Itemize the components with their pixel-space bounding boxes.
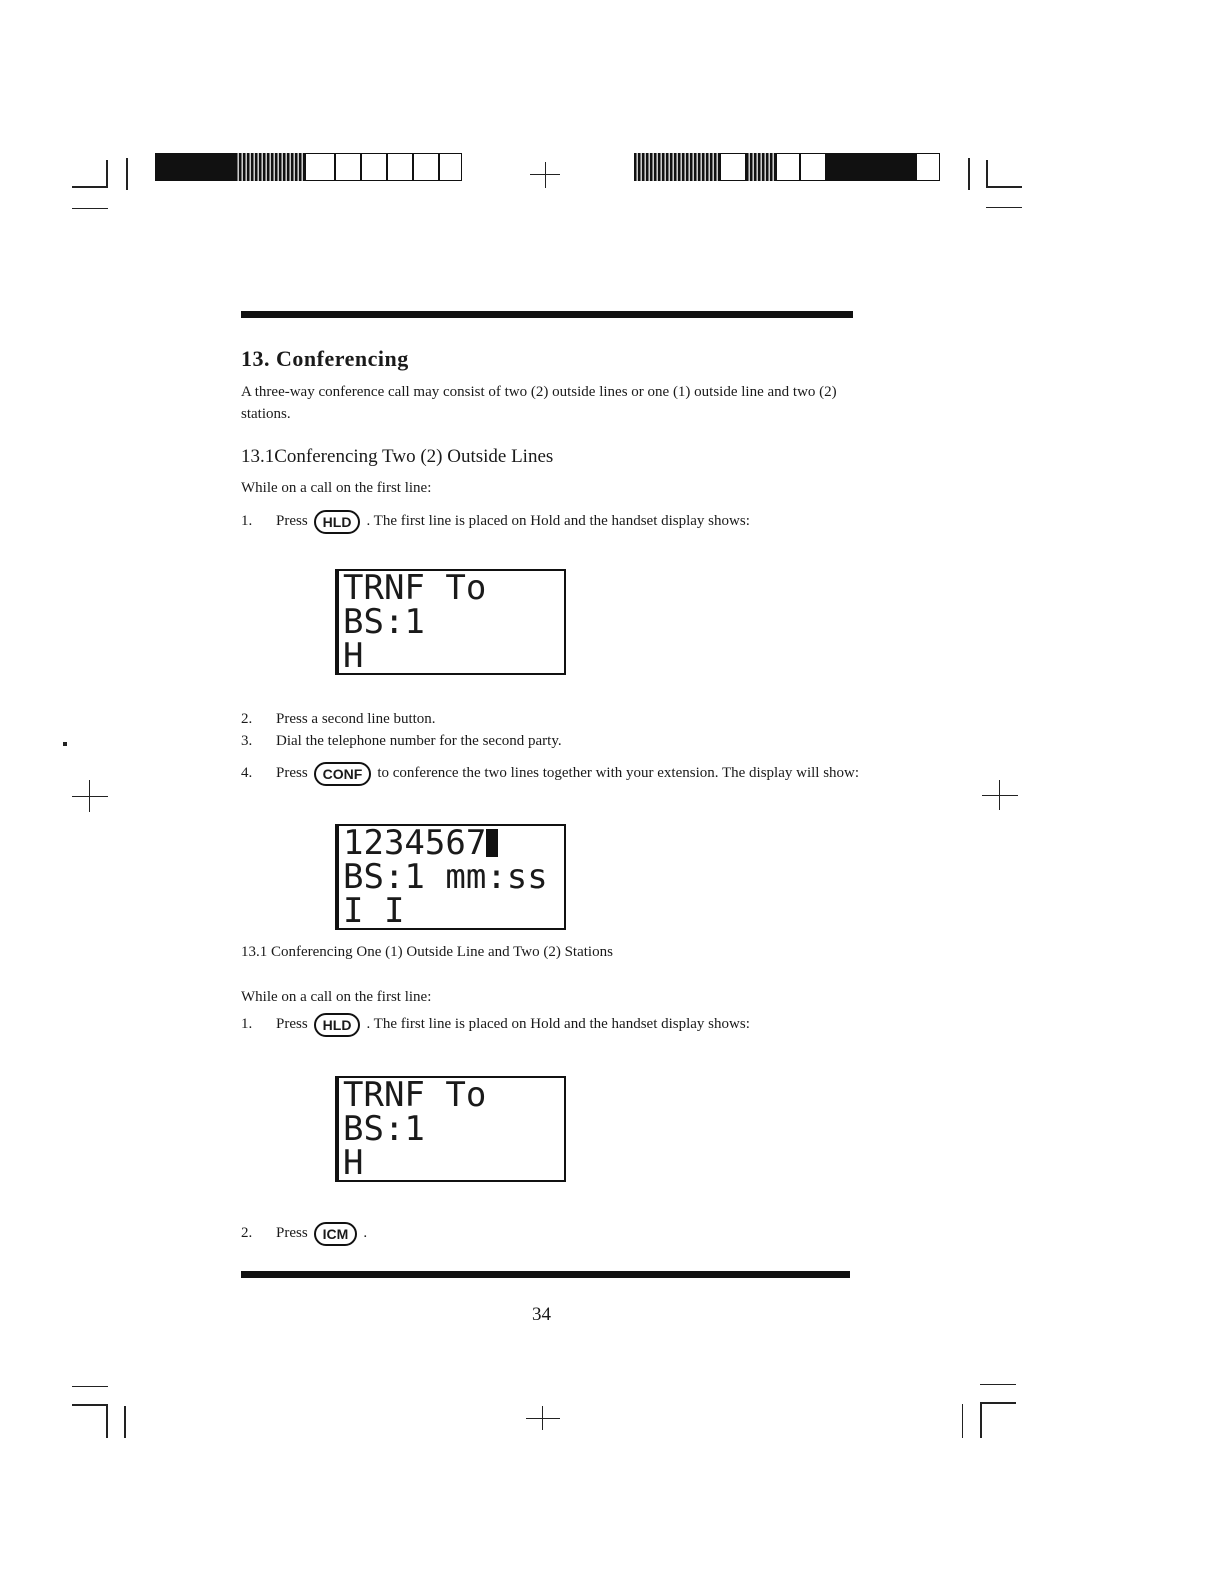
handset-display-3: [335, 1076, 566, 1182]
conf-key-icon: CONF: [314, 762, 372, 786]
subsection2-lead: While on a call on the first line:: [241, 989, 432, 1005]
subsection1-step-3: [241, 728, 861, 754]
top-rule: [241, 311, 853, 318]
step-text-pre: Press: [276, 1225, 308, 1241]
section-title: 13. Conferencing: [241, 346, 409, 371]
step-number: 1.: [241, 1016, 253, 1032]
handset-display-1: [335, 569, 566, 675]
step-number: 2.: [241, 711, 253, 727]
display-line-1: TRNF To: [343, 571, 487, 605]
hld-key-icon: HLD: [314, 510, 361, 534]
hld-key-icon: HLD: [314, 1013, 361, 1037]
display-line-2: BS:1 mm:ss: [343, 860, 548, 894]
display-line-3: H: [343, 1146, 364, 1180]
subsection-title-line-and-stations: 13.1 Conferencing One (1) Outside Line and Two (2) Stations: [241, 944, 613, 960]
step-text-post: . The first line is placed on Hold and the handset display shows:: [366, 513, 750, 529]
step-text-post: to conference the two lines together with your extension. The display will show:: [377, 765, 860, 781]
subsection-title-two-lines: 13.1Conferencing Two (2) Outside Lines: [241, 446, 554, 467]
subsection1-step-1: [241, 508, 861, 534]
icm-key-icon: ICM: [314, 1222, 358, 1246]
step-text-pre: Press: [276, 513, 308, 529]
step-number: 3.: [241, 733, 253, 749]
handset-display-2: [335, 824, 566, 930]
step-text-pre: Press: [276, 1016, 308, 1032]
subsection1-step-4: [241, 760, 861, 786]
color-bar-right: [634, 153, 940, 181]
cursor-block-icon: [486, 829, 498, 857]
page-number: 34: [532, 1304, 551, 1325]
step-text-post: .: [363, 1225, 368, 1241]
display-line-1: TRNF To: [343, 1078, 487, 1112]
step-number: 4.: [241, 765, 253, 781]
display-line-2: BS:1: [343, 605, 425, 639]
display-line-3: H: [343, 639, 364, 673]
step-number: 2.: [241, 1225, 253, 1241]
display-line-2: BS:1: [343, 1112, 425, 1146]
display-line-1: 1234567: [343, 826, 487, 860]
subsection2-step-2: [241, 1220, 861, 1246]
section-intro: A three-way conference call may consist of two (2) outside lines or one (1) outside line and two (2) stations.: [241, 384, 837, 422]
color-bar-left: [155, 153, 462, 181]
subsection2-step-1: [241, 1011, 861, 1037]
bottom-rule: [241, 1271, 850, 1278]
step-text: Press a second line button.: [276, 711, 436, 727]
step-text-post: . The first line is placed on Hold and the handset display shows:: [366, 1016, 750, 1032]
subsection1-lead: While on a call on the first line:: [241, 480, 432, 496]
step-number: 1.: [241, 513, 253, 529]
display-line-3: I I: [343, 894, 405, 928]
step-text-pre: Press: [276, 765, 308, 781]
step-text: Dial the telephone number for the second party.: [276, 733, 562, 749]
